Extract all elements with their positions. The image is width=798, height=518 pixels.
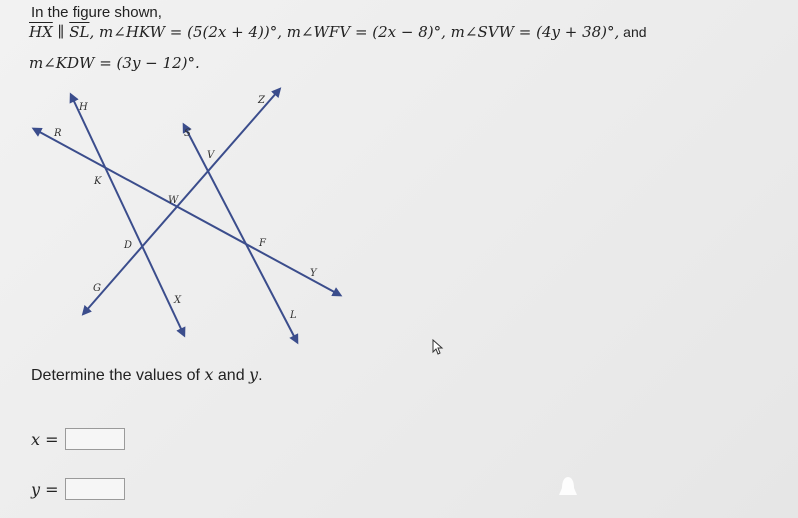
answer-label-x: x = — [31, 429, 59, 449]
segment-sl: $\overline{SL}$ — [69, 23, 90, 41]
label-l: L — [290, 310, 297, 321]
line-sl — [185, 127, 296, 340]
answer-label-y: y = — [31, 479, 59, 499]
label-f: F — [259, 238, 266, 249]
prompt-period: . — [258, 367, 263, 384]
line-hx — [72, 97, 183, 333]
label-g: G — [93, 283, 101, 294]
line-zg — [85, 91, 278, 312]
given-equations-line2: m∠KDW = (3y − 12)°. — [29, 54, 200, 72]
label-v: V — [207, 150, 215, 161]
mouse-pointer-icon — [432, 339, 444, 355]
angle-equations: , m∠HKW = (5(2x + 4))°, m∠WFV = (2x − 8)°, m∠SVW = (4y + 38)°, — [89, 23, 620, 41]
question-prompt — [31, 365, 263, 385]
prompt-and: and — [213, 367, 250, 384]
label-z: Z — [258, 95, 265, 106]
prompt-text: Determine the values of — [31, 367, 205, 384]
label-y: Y — [310, 268, 317, 279]
label-h: H — [79, 102, 88, 113]
label-s: S — [184, 128, 191, 139]
and-text: and — [619, 24, 647, 40]
answer-input-y[interactable] — [65, 478, 125, 500]
var-y: y — [249, 365, 259, 384]
line-ry — [36, 130, 338, 294]
label-x: X — [174, 295, 182, 306]
bell-shape-icon — [555, 476, 581, 500]
var-x: x — [204, 365, 214, 384]
intro-text: In the figure shown, — [31, 4, 162, 21]
label-k: K — [94, 176, 102, 187]
parallel-symbol: ∥ — [52, 23, 70, 41]
answer-input-x[interactable] — [65, 428, 125, 450]
label-d: D — [124, 240, 133, 251]
segment-hx: $\overline{HX}$ — [29, 23, 53, 41]
label-w: W — [168, 195, 179, 206]
answer-row-x — [31, 428, 125, 450]
label-r: R — [54, 128, 62, 139]
answer-row-y — [31, 478, 125, 500]
